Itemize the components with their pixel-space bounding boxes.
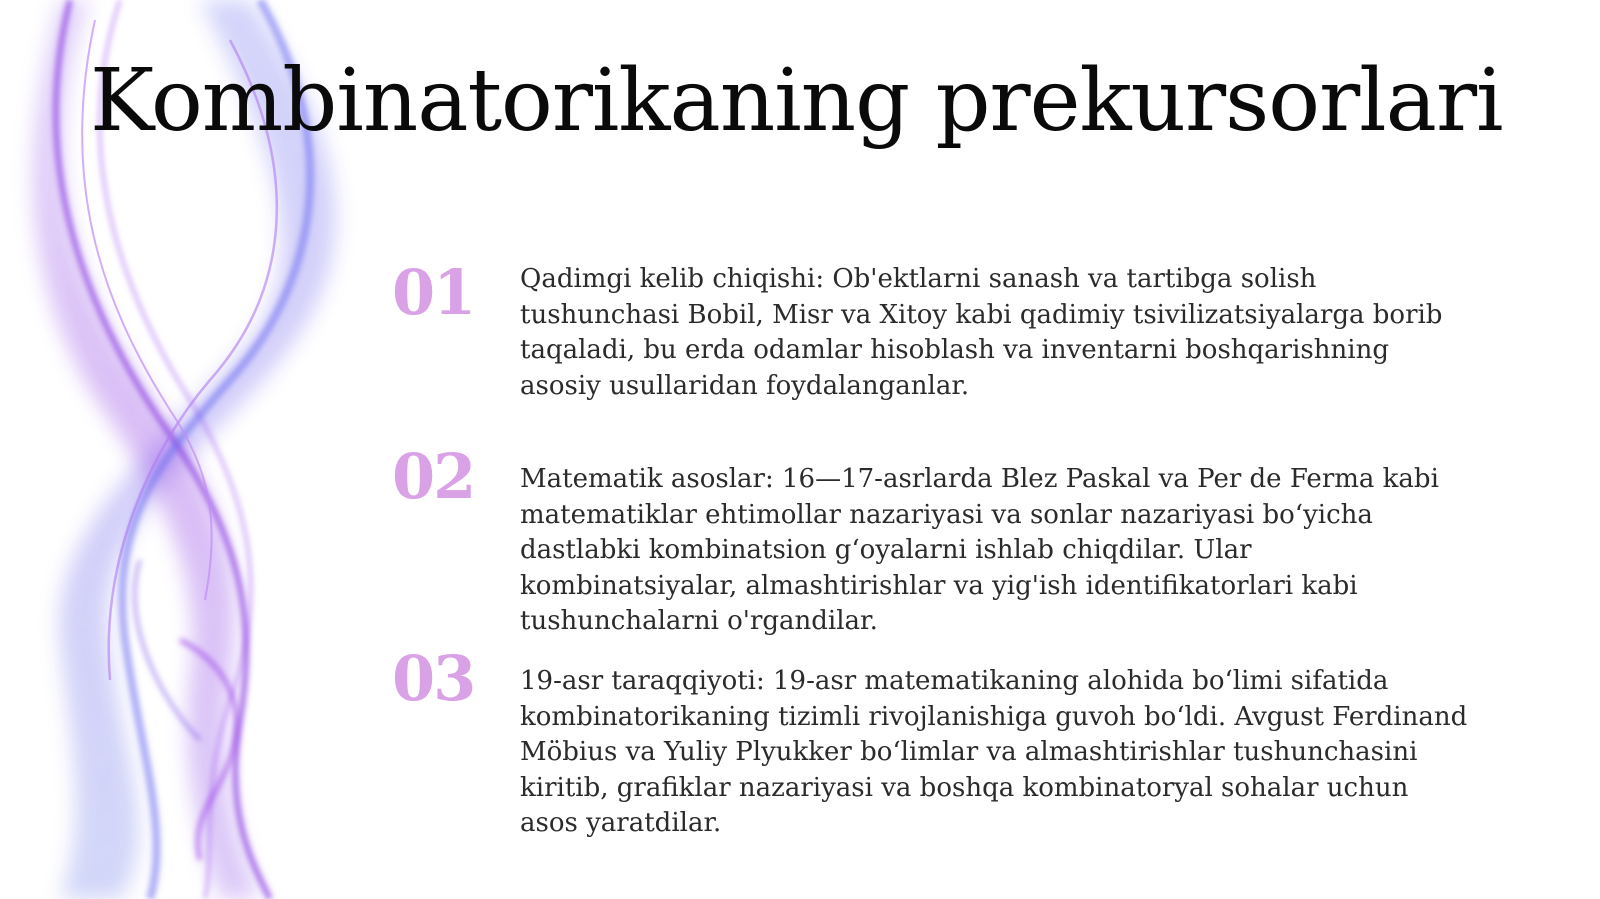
item-number: 03 — [392, 642, 475, 715]
item-text: 19-asr taraqqiyoti: 19-asr matematikaning alohida bo‘limi sifatida kombinatorikaning tizimli rivojlanishiga guvoh bo‘ldi. Avgust Ferdinand Möbius va Yuliy Plyukker bo‘limlar va almashtirishlar tushunchasini kiritib, grafiklar nazariyasi va boshqa kombinatoryal sohalar uchun asos yaratdilar. — [520, 666, 1468, 838]
item-number: 02 — [392, 440, 475, 513]
item-text: Qadimgi kelib chiqishi: Ob'ektlarni sanash va tartibga solish tushunchasi Bobil, Misr va Xitoy kabi qadimiy tsivilizatsiyalarga borib taqaladi, bu erda odamlar hisoblash va inventarni boshqarishning asosiy usullaridan foydalanganlar. — [520, 264, 1443, 401]
slide-title: Kombinatorikaning prekursorlari — [90, 51, 1503, 151]
item-number: 01 — [392, 256, 475, 329]
item-text: Matematik asoslar: 16—17-asrlarda Blez Paskal va Per de Ferma kabi matematiklar ehtimollar nazariyasi va sonlar nazariyasi bo‘yicha dastlabki kombinatsion g‘oyalarni ishlab chiqdilar. Ular kombinatsiyalar, almashtirishlar va yig'ish identifikatorlari kabi tushunchalarni o'rgandilar. — [520, 464, 1439, 636]
